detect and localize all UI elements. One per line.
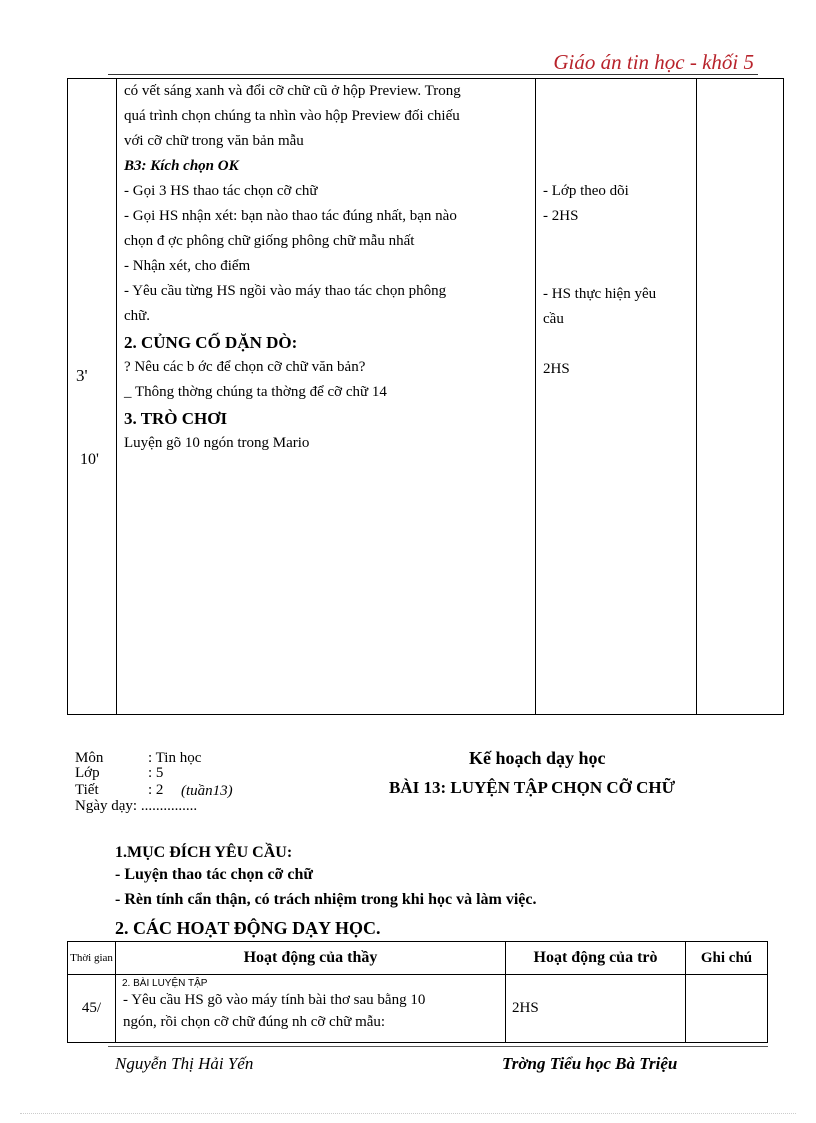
teacher-line: ? Nêu các b ớc để chọn cỡ chữ văn bản? [124,359,366,375]
lesson-table-continued [67,78,784,715]
teacher-line: quá trình chọn chúng ta nhìn vào hộp Preview đối chiếu [124,108,460,124]
time-column [68,79,117,715]
student-line: cầu [543,311,564,327]
header-title: Giáo án tin học - khối 5 [553,50,754,74]
meta-date: Ngày dạy: ............... [75,798,198,814]
row-line: ngón, rồi chọn cỡ chữ đúng nh cỡ chữ mẫu: [123,1014,386,1030]
student-line: - Lớp theo dõi [543,183,629,199]
objectives-heading: 1.MỤC ĐÍCH YÊU CẦU: [115,844,293,861]
teacher-line: _ Thông thờng chúng ta thờng để cỡ chữ 14 [124,384,387,400]
page-bottom-border [20,1113,796,1114]
footer-school: Trờng Tiểu học Bà Triệu [502,1054,678,1073]
teacher-line: với cỡ chữ trong văn bản mẫu [124,133,304,149]
meta-class-label: Lớp [75,765,100,781]
teacher-line: - Gọi 3 HS thao tác chọn cỡ chữ [124,183,318,199]
objective-item: - Rèn tính cẩn thận, có trách nhiệm trong khi học và làm việc. [115,891,537,908]
activities-heading: 2. CÁC HOẠT ĐỘNG DẠY HỌC. [115,918,381,938]
section-heading-review: 2. CỦNG CỐ DẶN DÒ: [124,333,298,352]
meta-subject-label: Môn [75,750,104,766]
row-teacher [116,975,506,1043]
meta-subject-value: : Tin học [148,750,202,766]
time-value-1: 3' [76,366,88,385]
header-time: Thời gian [68,942,116,975]
student-line: 2HS [543,361,570,377]
objective-item: - Luyện thao tác chọn cỡ chữ [115,866,314,883]
row-time: 45/ [68,975,116,1043]
header-rule [108,74,758,75]
teacher-line: có vết sáng xanh và đổi cỡ chữ cũ ở hộp Preview. Trong [124,83,461,99]
student-line: - HS thực hiện yêu [543,286,657,302]
row-note [686,975,768,1043]
activities-table [67,941,768,1043]
section-heading-game: 3. TRÒ CHƠI [124,409,228,428]
row-student: 2HS [506,975,686,1043]
time-value-2: 10' [80,451,99,468]
header-teacher: Hoạt động của thầy [116,942,506,975]
note-column [697,79,784,715]
meta-period-label: Tiết [75,782,99,798]
meta-period-week: (tuần13) [181,783,233,799]
teacher-line: chữ. [124,308,151,324]
student-column [536,79,697,715]
student-line: - 2HS [543,208,579,224]
teacher-column [117,79,536,715]
teacher-line: - Nhận xét, cho điểm [124,258,251,274]
teacher-line: - Gọi HS nhận xét: bạn nào thao tác đúng nhất, bạn nào [124,208,457,224]
teacher-line: chọn đ ợc phông chữ giống phông chữ mẫu nhất [124,233,415,249]
plan-title: Kế hoạch dạy học [469,748,606,768]
footer-rule [108,1046,768,1047]
lesson-title: BÀI 13: LUYỆN TẬP CHỌN CỠ CHỮ [389,778,676,797]
meta-period-value: : 2 [148,782,164,798]
footer-author: Nguyễn Thị Hải Yến [115,1054,254,1073]
step-b3: B3: Kích chọn OK [124,158,239,174]
row-heading: 2. BÀI LUYỆN TẬP [122,978,208,989]
header-note: Ghi chú [686,942,768,975]
teacher-line: - Yêu cầu từng HS ngồi vào máy thao tác chọn phông [124,283,447,299]
row-line: - Yêu cầu HS gõ vào máy tính bài thơ sau bằng 10 [123,992,426,1008]
meta-class-value: : 5 [148,765,164,781]
header-student: Hoạt động của trò [506,942,686,975]
teacher-line: Luyện gõ 10 ngón trong Mario [124,435,310,451]
